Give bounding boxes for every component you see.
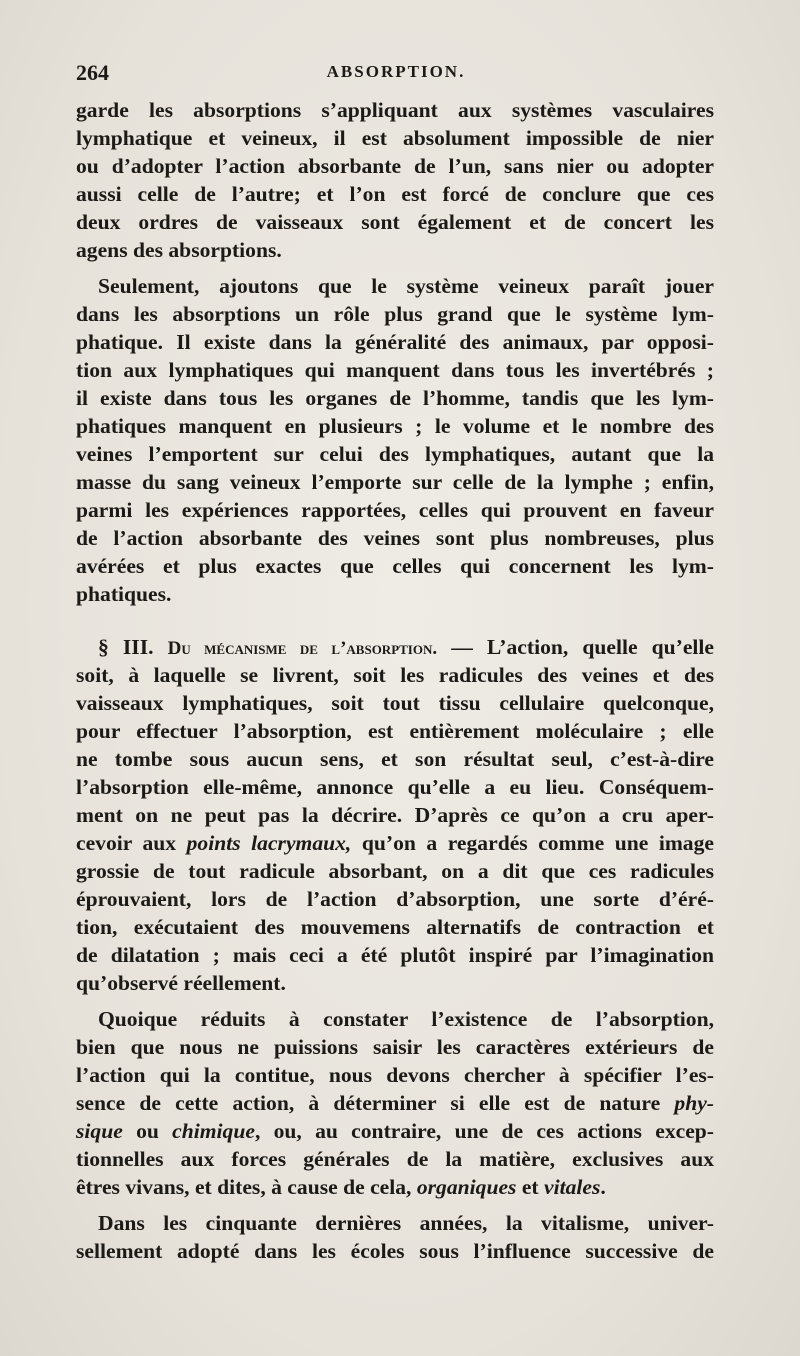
running-head <box>76 60 716 90</box>
text-line: ou d’adopter l’action absorbante de l’un, sans nier ou adopter <box>76 154 714 178</box>
text-line: pour effectuer l’absorption, est entièrement moléculaire ; elle <box>76 719 714 743</box>
section-heading-line <box>76 633 714 661</box>
text-line: veines l’emportent sur celui des lymphatiques, autant que la <box>76 442 714 466</box>
text-line: tionnelles aux forces générales de la matière, exclusives aux <box>76 1147 714 1171</box>
text-line: vaisseaux lymphatiques, soit tout tissu cellulaire quelconque, <box>76 691 714 715</box>
text-line: tion, exécutaient des mouvemens alternatifs de contraction et <box>76 915 714 939</box>
text-line: garde les absorptions s’appliquant aux systèmes vasculaires <box>76 98 714 122</box>
text-line: l’absorption elle-même, annonce qu’elle a eu lieu. Conséquem- <box>76 775 714 799</box>
body-text <box>76 96 714 1265</box>
italic-term: organiques <box>416 1175 517 1199</box>
text-line: de l’action absorbante des veines sont plus nombreuses, plus <box>76 526 714 550</box>
text-line: sique ou chimique, ou, au contraire, une de ces actions excep- <box>76 1119 714 1143</box>
heading-line-rest: L’action, quelle qu’elle <box>486 635 715 659</box>
running-title: ABSORPTION. <box>326 62 466 81</box>
text-line: Seulement, ajoutons que le système veineux paraît jouer <box>98 274 714 298</box>
text-line: deux ordres de vaisseaux sont également et de concert les <box>76 210 714 234</box>
text-line: masse du sang veineux l’emporte sur celle de la lymphe ; enfin, <box>76 470 714 494</box>
text-line: dans les absorptions un rôle plus grand que le système lym- <box>76 302 714 326</box>
text-line: phatiques manquent en plusieurs ; le volume et le nombre des <box>76 414 714 438</box>
text-line: cevoir aux points lacrymaux, qu’on a regardés comme une image <box>76 831 714 855</box>
text-line: éprouvaient, lors de l’action d’absorption, une sorte d’éré- <box>76 887 714 911</box>
italic-term: chimique <box>172 1119 255 1143</box>
section-3 <box>76 633 714 997</box>
text-line: de dilatation ; mais ceci a été plutôt inspiré par l’imagination <box>76 943 714 967</box>
text-line: parmi les expériences rapportées, celles qui prouvent en faveur <box>76 498 714 522</box>
page-number: 264 <box>76 60 109 85</box>
text-line: Dans les cinquante dernières années, la vitalisme, univer- <box>98 1211 714 1235</box>
text-line: avérées et plus exactes que celles qui concernent les lym- <box>76 554 714 578</box>
text-line: phatique. Il existe dans la généralité des animaux, par opposi- <box>76 330 714 354</box>
italic-term: sique <box>76 1119 123 1143</box>
paragraph-4 <box>76 1005 714 1201</box>
text-line: sellement adopté dans les écoles sous l’influence successive de <box>76 1239 714 1263</box>
text-line: qu’observé réellement. <box>76 971 286 995</box>
text-line: il existe dans tous les organes de l’homme, tandis que les lym- <box>76 386 714 410</box>
text-line: ne tombe sous aucun sens, et son résultat seul, c’est-à-dire <box>76 747 714 771</box>
italic-term: phy- <box>674 1091 714 1115</box>
text-line: Quoique réduits à constater l’existence de l’absorption, <box>98 1007 714 1031</box>
text-line: ment on ne peut pas la décrire. D’après ce qu’on a cru aper- <box>76 803 714 827</box>
text-line: aussi celle de l’autre; et l’on est forcé de conclure que ces <box>76 182 714 206</box>
text-line: sence de cette action, à déterminer si elle est de nature phy- <box>76 1091 714 1115</box>
italic-term: points lacrymaux, <box>186 831 352 855</box>
text-line: soit, à laquelle se livrent, soit les radicules des veines et des <box>76 663 714 687</box>
italic-term: vitales <box>544 1175 601 1199</box>
heading-dash: — <box>437 635 487 659</box>
paragraph-1 <box>76 96 714 264</box>
section-number: § III. <box>98 635 154 659</box>
text-line: bien que nous ne puissions saisir les caractères extérieurs de <box>76 1035 714 1059</box>
paragraph-5 <box>76 1209 714 1265</box>
section-heading: Du mécanisme de l’absorption. <box>167 638 438 659</box>
text-line: lymphatique et veineux, il est absolument impossible de nier <box>76 126 714 150</box>
text-line: grossie de tout radicule absorbant, on a dit que ces radicules <box>76 859 714 883</box>
text-line: phatiques. <box>76 582 172 606</box>
text-line: agens des absorptions. <box>76 238 282 262</box>
text-line: l’action qui la contitue, nous devons chercher à spécifier l’es- <box>76 1063 714 1087</box>
text-line: tion aux lymphatiques qui manquent dans tous les invertébrés ; <box>76 358 714 382</box>
text-line: êtres vivans, et dites, à cause de cela, organiques et vitales. <box>76 1175 606 1199</box>
paragraph-2 <box>76 272 714 608</box>
